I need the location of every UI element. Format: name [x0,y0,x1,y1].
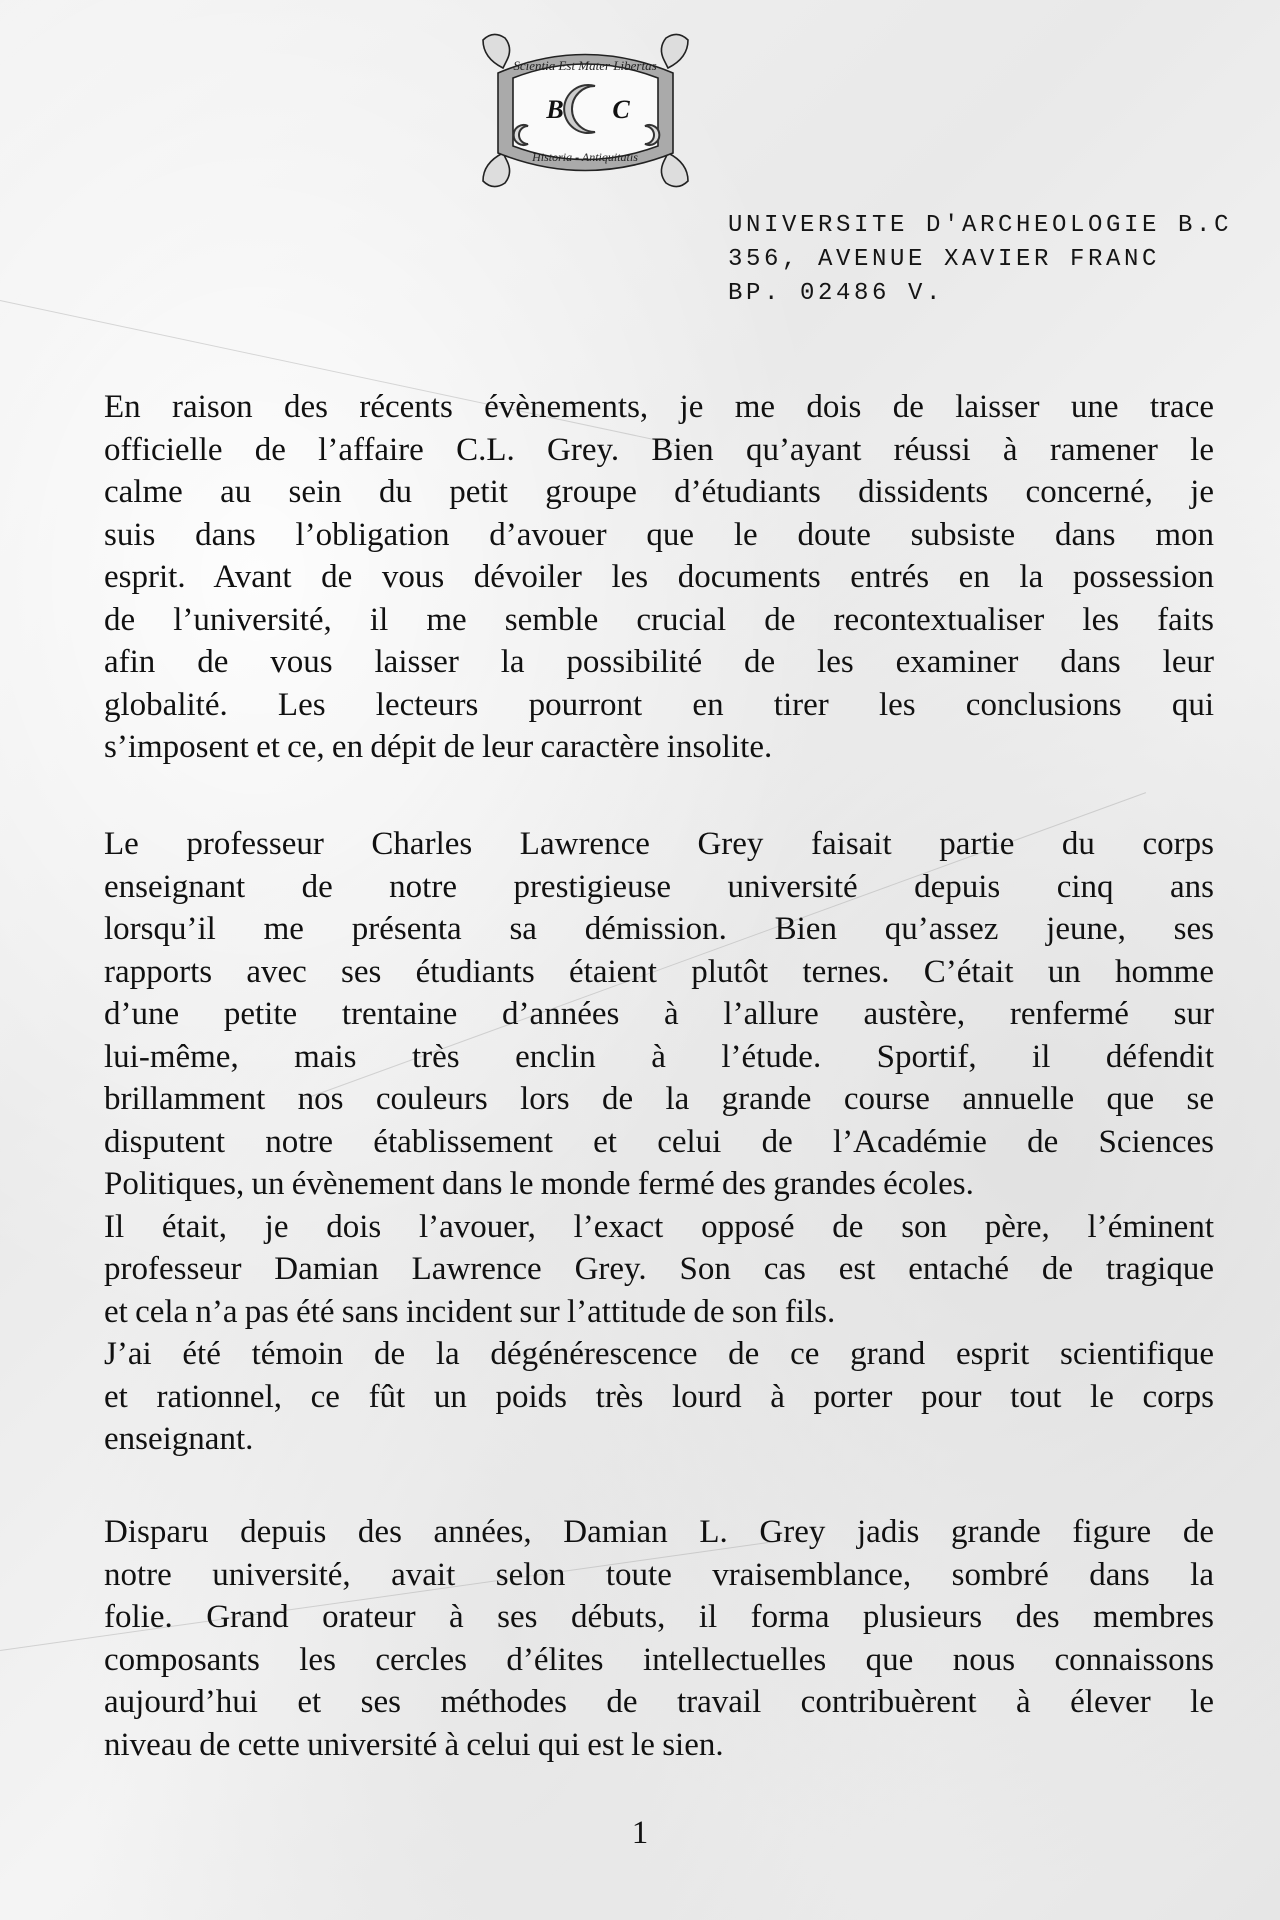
address-line: UNIVERSITE D'ARCHEOLOGIE B.C [728,212,1233,239]
text-line: Le professeur Charles Lawrence Grey faisait partie du corps [104,826,1214,862]
text-line: lorsqu’il me présenta sa démission. Bien qu’assez jeune, ses [104,911,1214,947]
text-line: Politiques, un évènement dans le monde fermé des grandes écoles. [104,1166,974,1202]
text-line: enseignant de notre prestigieuse université depuis cinq ans [104,868,1214,905]
university-crest-logo [473,28,698,193]
university-address [728,209,1232,311]
logo-monogram-right: C [612,95,630,124]
text-line: disputent notre établissement et celui de l’Académie de Sciences [104,1123,1214,1160]
text-line: notre université, avait selon toute vraisemblance, sombré dans la [104,1556,1214,1593]
text-line: folie. Grand orateur à ses débuts, il forma plusieurs des membres [104,1599,1214,1635]
logo-motto-top: Scientia Est Mater Libertas [513,58,657,73]
text-line: officielle de l’affaire C.L. Grey. Bien qu’ayant réussi à ramener le [104,431,1214,468]
text-line: afin de vous laisser la possibilité de les examiner dans leur [104,644,1214,680]
address-line: 356, AVENUE XAVIER FRANC [728,246,1161,273]
text-line: composants les cercles d’élites intellectuelles que nous connaissons [104,1641,1214,1678]
logo-motto-bottom: Historia - Antiquitatis [532,150,638,164]
page-number: 1 [631,1815,649,1851]
text-line: esprit. Avant de vous dévoiler les documents entrés en la possession [104,559,1214,595]
text-line: calme au sein du petit groupe d’étudiants dissidents concerné, je [104,474,1214,510]
text-line: J’ai été témoin de la dégénérescence de ce grand esprit scientifique [104,1336,1214,1372]
text-line: Il était, je dois l’avouer, l’exact opposé de son père, l’éminent [104,1208,1214,1245]
text-line: niveau de cette université à celui qui est le sien. [104,1726,724,1763]
text-line: d’une petite trentaine d’années à l’allure austère, renfermé sur [104,996,1214,1032]
text-line: suis dans l’obligation d’avouer que le doute subsiste dans mon [104,516,1214,553]
text-line: aujourd’hui et ses méthodes de travail contribuèrent à élever le [104,1684,1214,1720]
paragraph-intro [104,386,1214,769]
paragraph-damian-grey [104,1511,1214,1766]
text-line: professeur Damian Lawrence Grey. Son cas est entaché de tragique [104,1251,1214,1287]
address-line: BP. 02486 V. [728,280,945,307]
text-line: et rationnel, ce fût un poids très lourd à porter pour tout le corps [104,1378,1214,1415]
logo-monogram-left: B [546,95,564,124]
text-line: globalité. Les lecteurs pourront en tirer les conclusions qui [104,686,1214,723]
text-line: Disparu depuis des années, Damian L. Grey jadis grande figure de [104,1514,1214,1550]
text-line: s’imposent et ce, en dépit de leur caractère insolite. [104,729,773,765]
text-line: En raison des récents évènements, je me dois de laisser une trace [104,389,1214,425]
text-line: de l’université, il me semble crucial de recontextualiser les faits [104,601,1214,638]
text-line: lui-même, mais très enclin à l’étude. Sportif, il défendit [104,1038,1214,1075]
paragraph-professor-grey [104,823,1214,1461]
text-line: rapports avec ses étudiants étaient plutôt ternes. C’était un homme [104,953,1214,990]
text-line: brillamment nos couleurs lors de la grande course annuelle que se [104,1081,1214,1117]
text-line: et cela n’a pas été sans incident sur l’attitude de son fils. [104,1293,836,1330]
text-line: enseignant. [104,1421,254,1457]
